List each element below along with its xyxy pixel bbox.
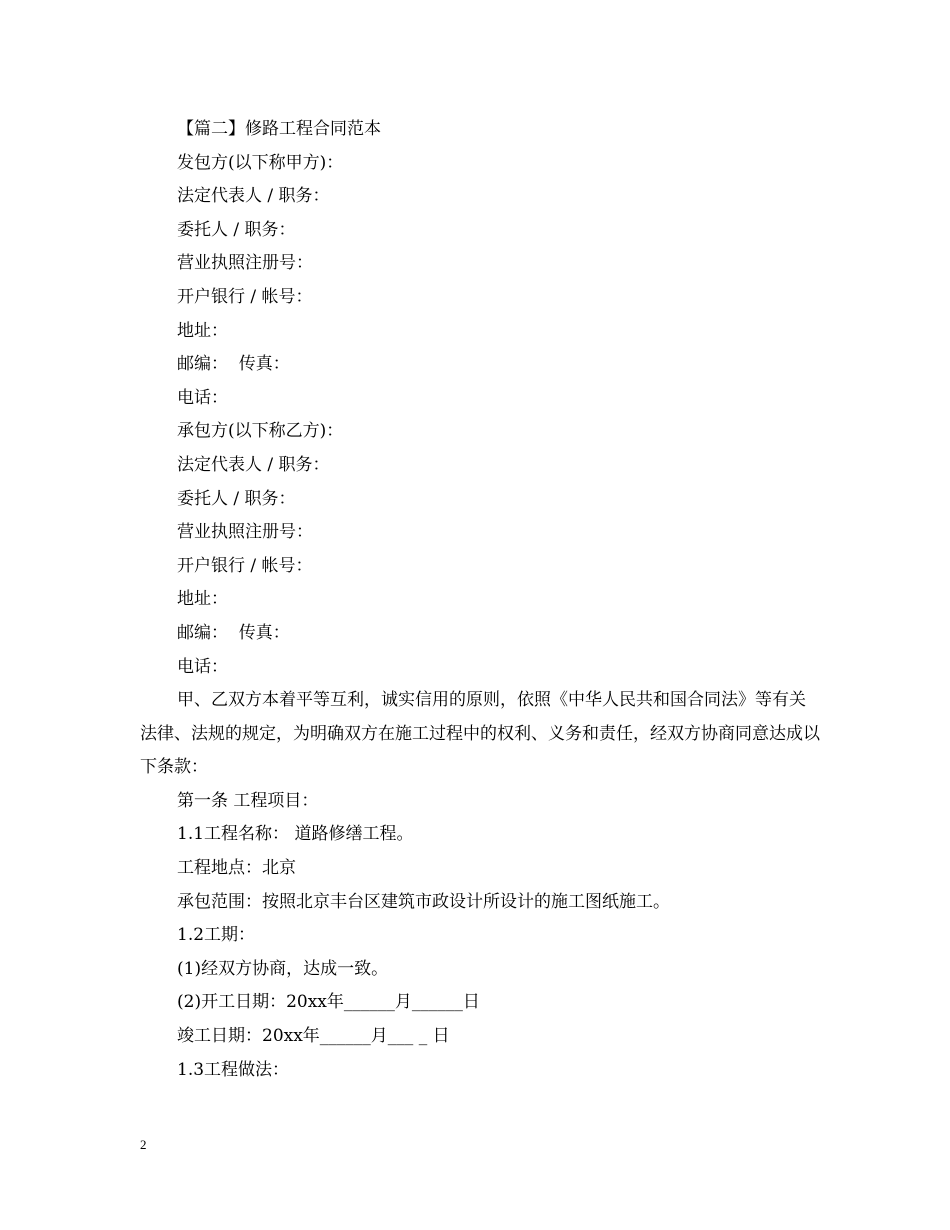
party-b-line: 委托人 / 职务： (177, 488, 296, 509)
clause-line: (2)开工日期：20xx年______月______日 (177, 992, 480, 1013)
party-b-line: 邮编： 传真： (177, 622, 290, 643)
party-a-line: 营业执照注册号： (177, 253, 313, 274)
party-a-line: 委托人 / 职务： (177, 219, 296, 240)
document-body (140, 113, 820, 1087)
preamble-paragraph: 甲、乙双方本着平等互利，诚实信用的原则，依照《中华人民共和国合同法》等有关法律、法规的规定，为明确双方在施工过程中的权利、义务和责任，经双方协商同意达成以下条款： (140, 690, 820, 778)
party-b-line: 地址： (177, 589, 228, 610)
page-number: 2 (140, 1137, 147, 1152)
party-b-line: 开户银行 / 帐号： (177, 555, 313, 576)
party-a-line: 发包方(以下称甲方)： (177, 152, 344, 173)
party-a-line: 邮编： 传真： (177, 354, 290, 375)
clause-line: 第一条 工程项目： (177, 790, 319, 811)
party-b-line: 法定代表人 / 职务： (177, 454, 330, 475)
party-a-section (140, 147, 820, 416)
clause-line: 工程地点：北京 (177, 858, 296, 879)
party-a-line: 法定代表人 / 职务： (177, 186, 330, 207)
document-title: 【篇二】修路工程合同范本 (177, 119, 381, 139)
party-b-line: 承包方(以下称乙方)： (177, 421, 344, 442)
party-a-line: 地址： (177, 320, 228, 341)
clause-line: 1.2工期： (177, 925, 256, 946)
party-a-line: 开户银行 / 帐号： (177, 286, 313, 307)
party-b-line: 电话： (177, 656, 228, 677)
clause-line: 竣工日期：20xx年______月___ _ 日 (177, 1026, 450, 1047)
clause-line: 1.1工程名称： 道路修缮工程。 (177, 824, 414, 845)
clause-line: 承包范围：按照北京丰台区建筑市政设计所设计的施工图纸施工。 (177, 891, 670, 912)
party-b-section (140, 415, 820, 684)
clause-line: 1.3工程做法： (177, 1059, 290, 1080)
clauses-section (140, 785, 820, 1087)
party-a-line: 电话： (177, 387, 228, 408)
party-b-line: 营业执照注册号： (177, 522, 313, 543)
clause-line: (1)经双方协商，达成一致。 (177, 958, 389, 979)
